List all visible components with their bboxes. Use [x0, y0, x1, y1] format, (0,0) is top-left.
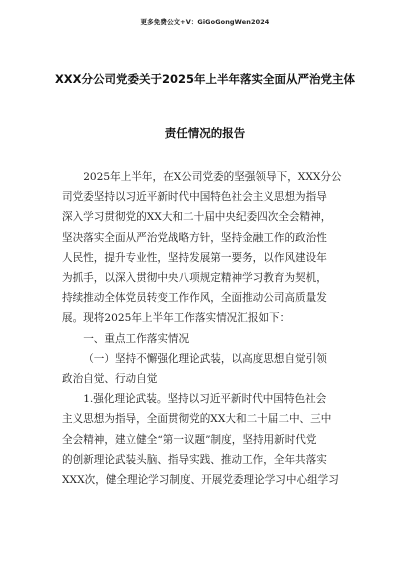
text-line: 司党委坚持以习近平新时代中国特色社会主义思想为指导	[62, 191, 327, 204]
text-line: 人民性，提升专业性，坚持发展第一要务，以作风建设年	[62, 251, 327, 264]
text-line: 持续推动全体党员转变工作作风，全面推动公司高质量发	[62, 292, 327, 305]
text-line: 全会精神，建立健全“第一议题”制度，坚持用新时代党	[62, 433, 317, 446]
paragraph-theory	[62, 389, 352, 490]
document-body	[62, 167, 352, 490]
text-line: 2025年上半年，在X公司党委的坚强领导下，XXX分公	[83, 171, 342, 183]
text-line: 主义思想为指导，全面贯彻党的XX大和二十届二中、三中	[62, 413, 332, 426]
paragraph-intro	[62, 167, 352, 329]
text-line: 的创新理论武装头脑、指导实践、推动工作，全年共落实	[62, 453, 327, 466]
text-line: 为抓手，以深入贯彻中央八项规定精神学习教育为契机，	[62, 272, 327, 285]
text-line: XXX次，健全理论学习制度、开展党委理论学习中心组学习	[62, 474, 339, 487]
text-line: 1.强化理论武装。坚持以习近平新时代中国特色社会	[83, 393, 327, 406]
text-line: （一）坚持不懈强化理论武装，以高度思想自觉引领	[83, 352, 327, 365]
section-heading-text: 一、重点工作落实情况	[83, 332, 190, 345]
section-heading	[62, 329, 352, 349]
header-note: 更多免费公文+V：GiGoGongWen2024	[140, 18, 270, 26]
text-line: 政治自觉、行动自觉	[62, 373, 158, 386]
document-title-line-2: 责任情况的报告	[164, 126, 246, 140]
text-line: 坚决落实全面从严治党战略方针，坚持金融工作的政治性	[62, 231, 327, 244]
text-line: 展。现将2025年上半年工作落实情况汇报如下：	[62, 312, 291, 325]
document-title-line-1: XXX分公司党委关于2025年上半年落实全面从严治党主体	[54, 72, 356, 86]
subsection-heading	[62, 349, 352, 389]
text-line: 深入学习贯彻党的XX大和二十届中央纪委四次全会精神，	[62, 211, 332, 224]
